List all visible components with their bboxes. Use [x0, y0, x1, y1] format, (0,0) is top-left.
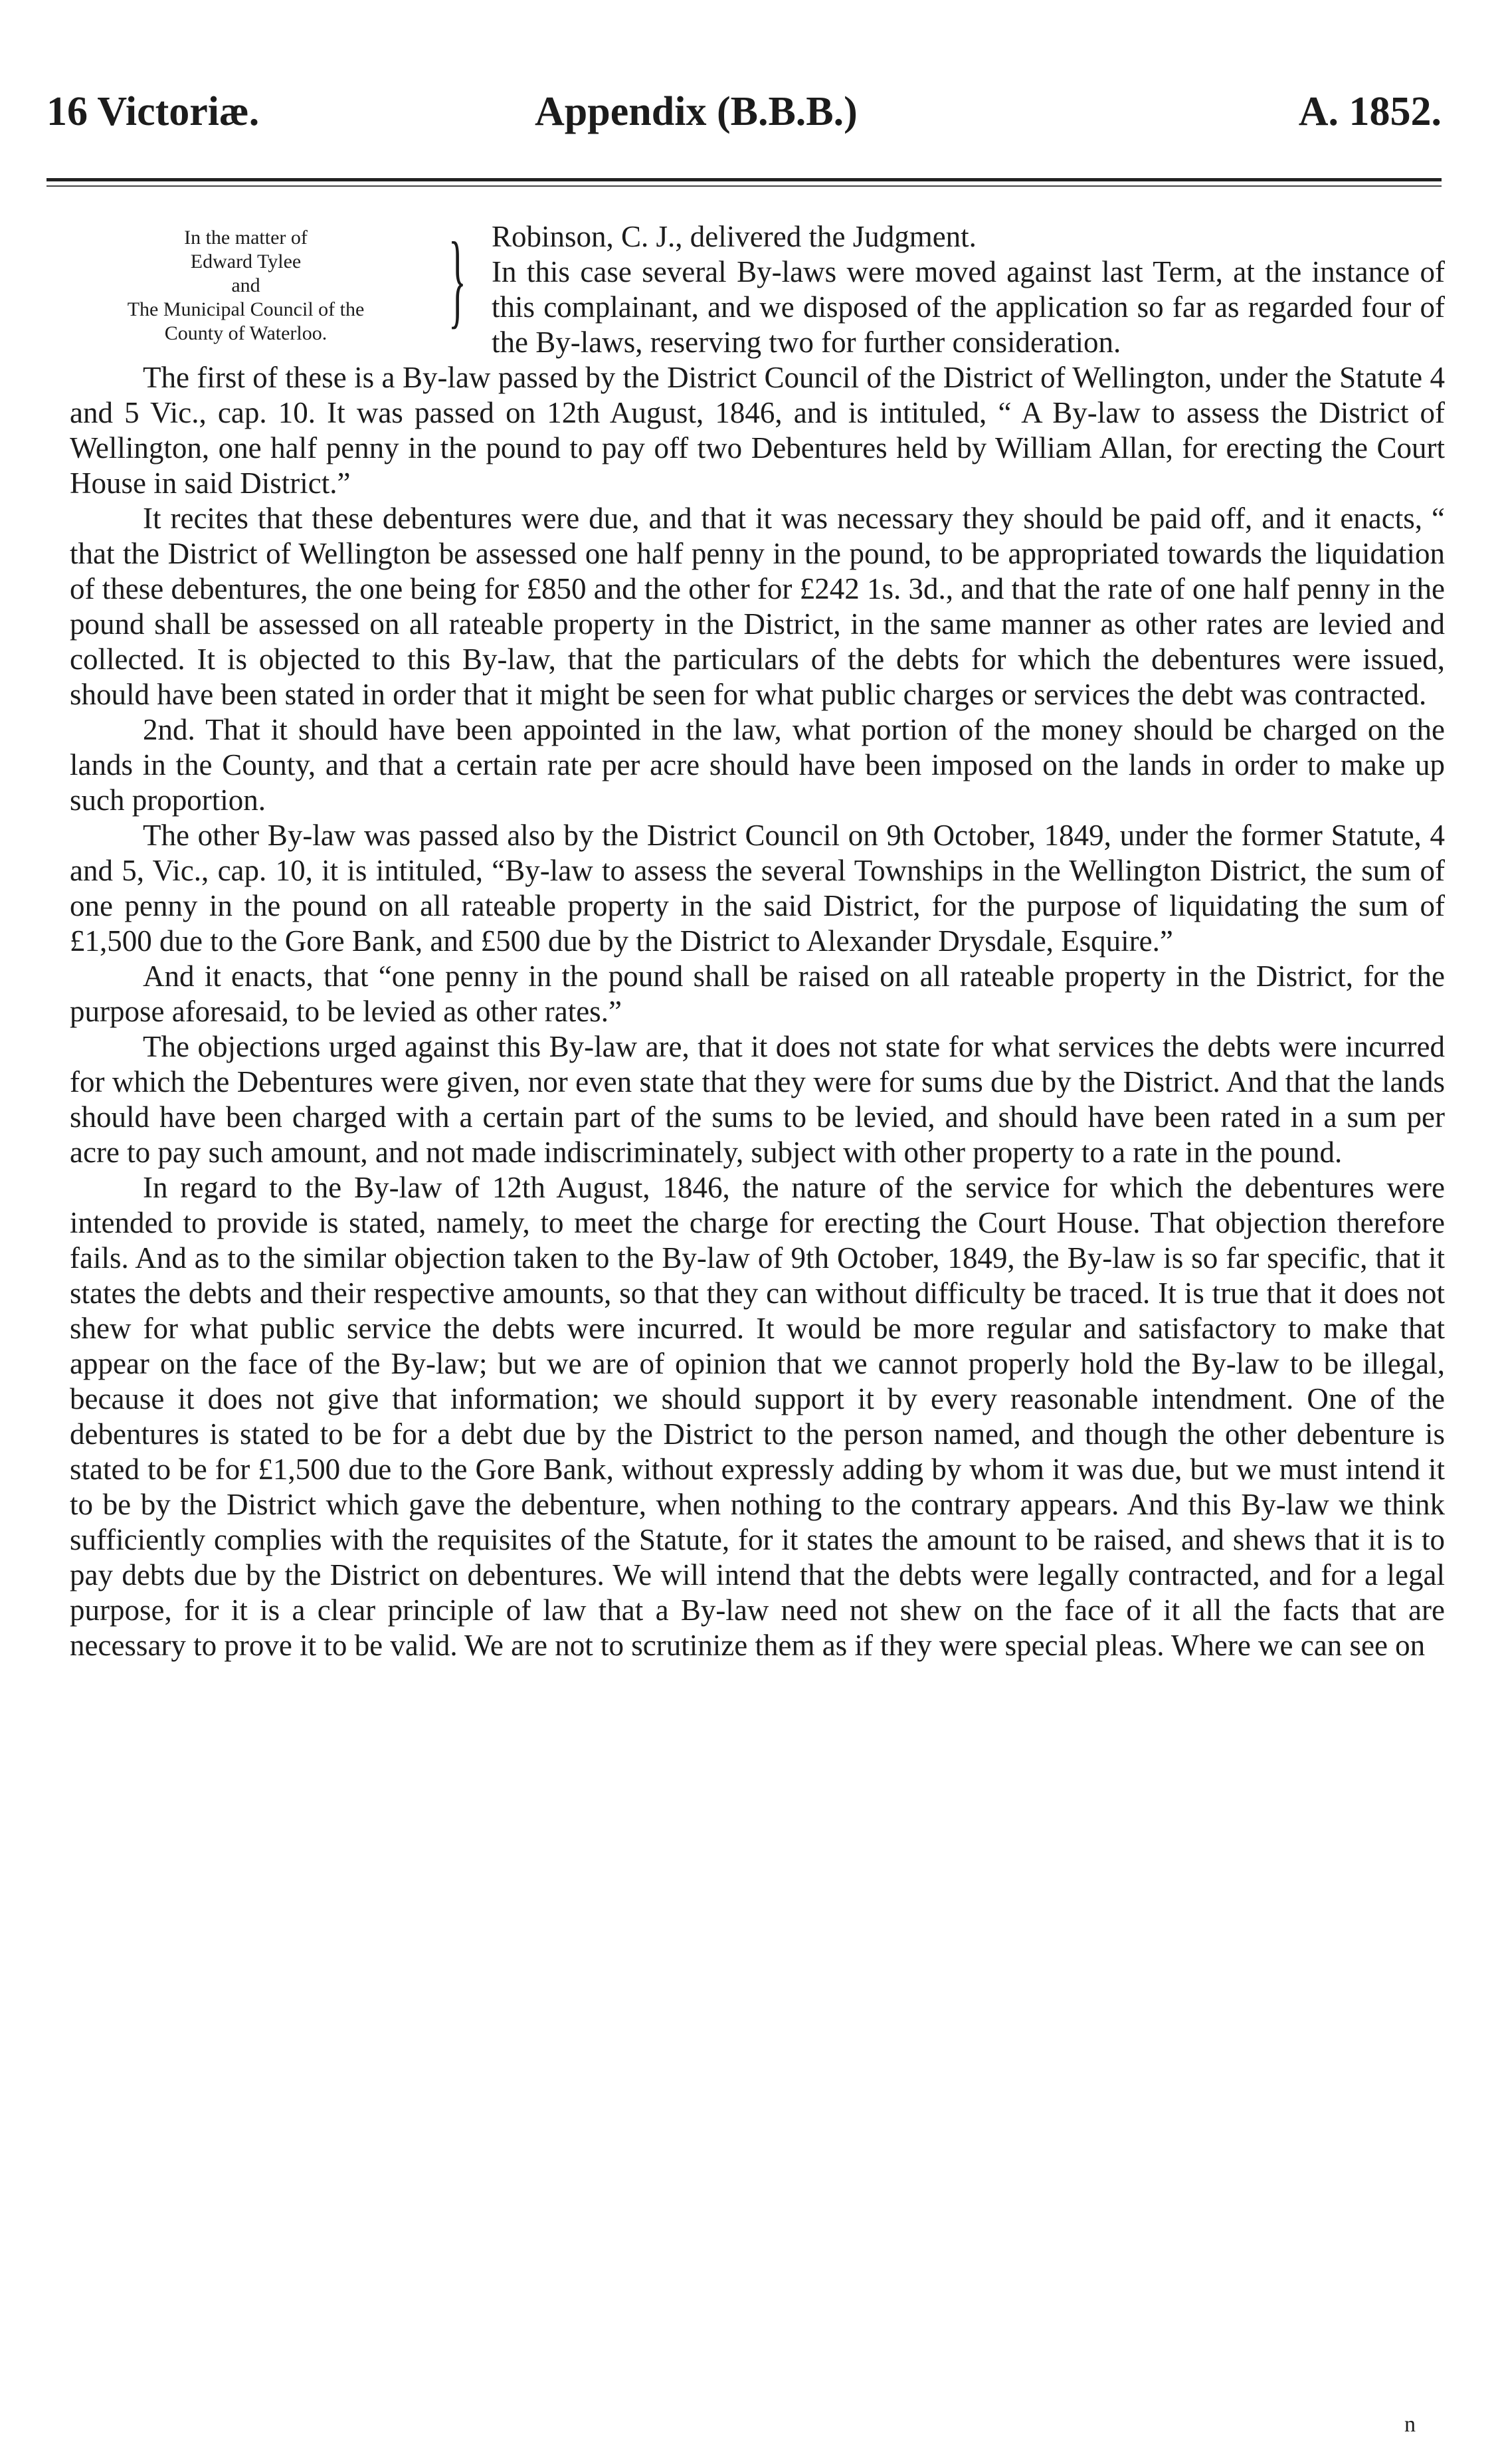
- sidenote-line: The Municipal Council of the: [127, 298, 365, 320]
- paragraph: In regard to the By-law of 12th August, 1846, the nature of the service for which the debentures were intended to provide is stated, namely, to meet the charge for erecting the Court House. That objection therefore fails. And as to the similar objection taken to the By-law of 9th October, 1849, the By-law is so far specific, that it states the debts and their respective amounts, so that they can without difficulty be traced. It is true that it does not shew for what public service the debts were incurred. It would be more regular and satisfactory to make that appear on the face of the By-law; but we are of opinion that we cannot properly hold the By-law to be illegal, because it does not give that information; we should support it by every reasonable intendment. One of the debentures is stated to be for a debt due by the District to the person named, and though the other debenture is stated to be for £1,500 due to the Gore Bank, without expressly adding by whom it was due, but we must intend it to be by the District which gave the debenture, when nothing to the contrary appears. And this By-law we think sufficiently complies with the requisites of the Statute, for it states the amount to be raised, and shews that it is to pay debts due by the District on debentures. We will intend that the debts were legally contracted, and for a legal purpose, for it is a clear principle of law that a By-law need not shew on the face of it all the facts that are necessary to prove it to be valid. We are not to scrutinize them as if they were special pleas. Where we can see on: [70, 1171, 1445, 1662]
- header-rule-thick: [47, 178, 1442, 181]
- judgment-body: [70, 219, 1445, 1663]
- printer-signature: n: [1404, 2412, 1416, 2437]
- page-header: [47, 85, 1442, 138]
- sidenote-line: County of Waterloo.: [164, 322, 328, 344]
- judgment-opening: Robinson, C. J., delivered the Judgment.: [492, 220, 977, 253]
- paragraph: In this case several By-laws were moved against last Term, at the instance of this complainant, and we disposed of the application so far as regarded four of the By-laws, reserving two for further consideration.: [492, 255, 1445, 359]
- header-year: A. 1852.: [1298, 89, 1442, 134]
- sidenote-brace: }: [448, 220, 466, 338]
- paragraph: It recites that these debentures were due, and that it was necessary they should be paid off, and it enacts, “ that the District of Wellington be assessed one half penny in the pound, to be appropriated towards the liquidation of these debentures, the one being for £850 and the other for £242 1s. 3d., and that the rate of one half penny in the pound shall be assessed on all rateable property in the District, in the same manner as other rates are levied and collected. It is objected to this By-law, that the particulars of the debts for which the debentures were issued, should have been stated in order that it might be seen for what public charges or services the debt was contracted.: [70, 502, 1445, 711]
- paragraph: The objections urged against this By-law are, that it does not state for what services the debts were incurred for which the Debentures were given, nor even state that they were for sums due by the District. And that the lands should have been charged with a certain part of the sums to be levied, and should have been rated in a sum per acre to pay such amount, and not made indiscriminately, subject with other property to a rate in the pound.: [70, 1030, 1445, 1169]
- sidenote-line: and: [231, 274, 260, 296]
- sidenote-line: In the matter of: [184, 227, 308, 249]
- paragraph: The other By-law was passed also by the District Council on 9th October, 1849, under the former Statute, 4 and 5, Vic., cap. 10, it is intituled, “By-law to assess the several Townships in the Wellington District, the sum of one penny in the pound on all rateable property in the said District, for the purpose of liquidating the sum of £1,500 due to the Gore Bank, and £500 due by the District to Alexander Drysdale, Esquire.”: [70, 819, 1445, 958]
- paragraph: 2nd. That it should have been appointed in the law, what portion of the money should be charged on the lands in the County, and that a certain rate per acre should have been imposed on the lands in order to make up such proportion.: [70, 713, 1445, 817]
- header-rule-thin: [47, 185, 1442, 187]
- paragraph: The first of these is a By-law passed by the District Council of the District of Wellington, under the Statute 4 and 5 Vic., cap. 10. It was passed on 12th August, 1846, and is intituled, “ A By-law to assess the District of Wellington, one half penny in the pound to pay off two Debentures held by William Allan, for erecting the Court House in said District.”: [70, 361, 1445, 500]
- sidenote-line: Edward Tylee: [190, 251, 302, 272]
- header-appendix: Appendix (B.B.B.): [535, 89, 858, 134]
- paragraph: And it enacts, that “one penny in the pound shall be raised on all rateable property in the District, for the purpose aforesaid, to be levied as other rates.”: [70, 960, 1445, 1028]
- header-session: 16 Victoriæ.: [47, 89, 260, 134]
